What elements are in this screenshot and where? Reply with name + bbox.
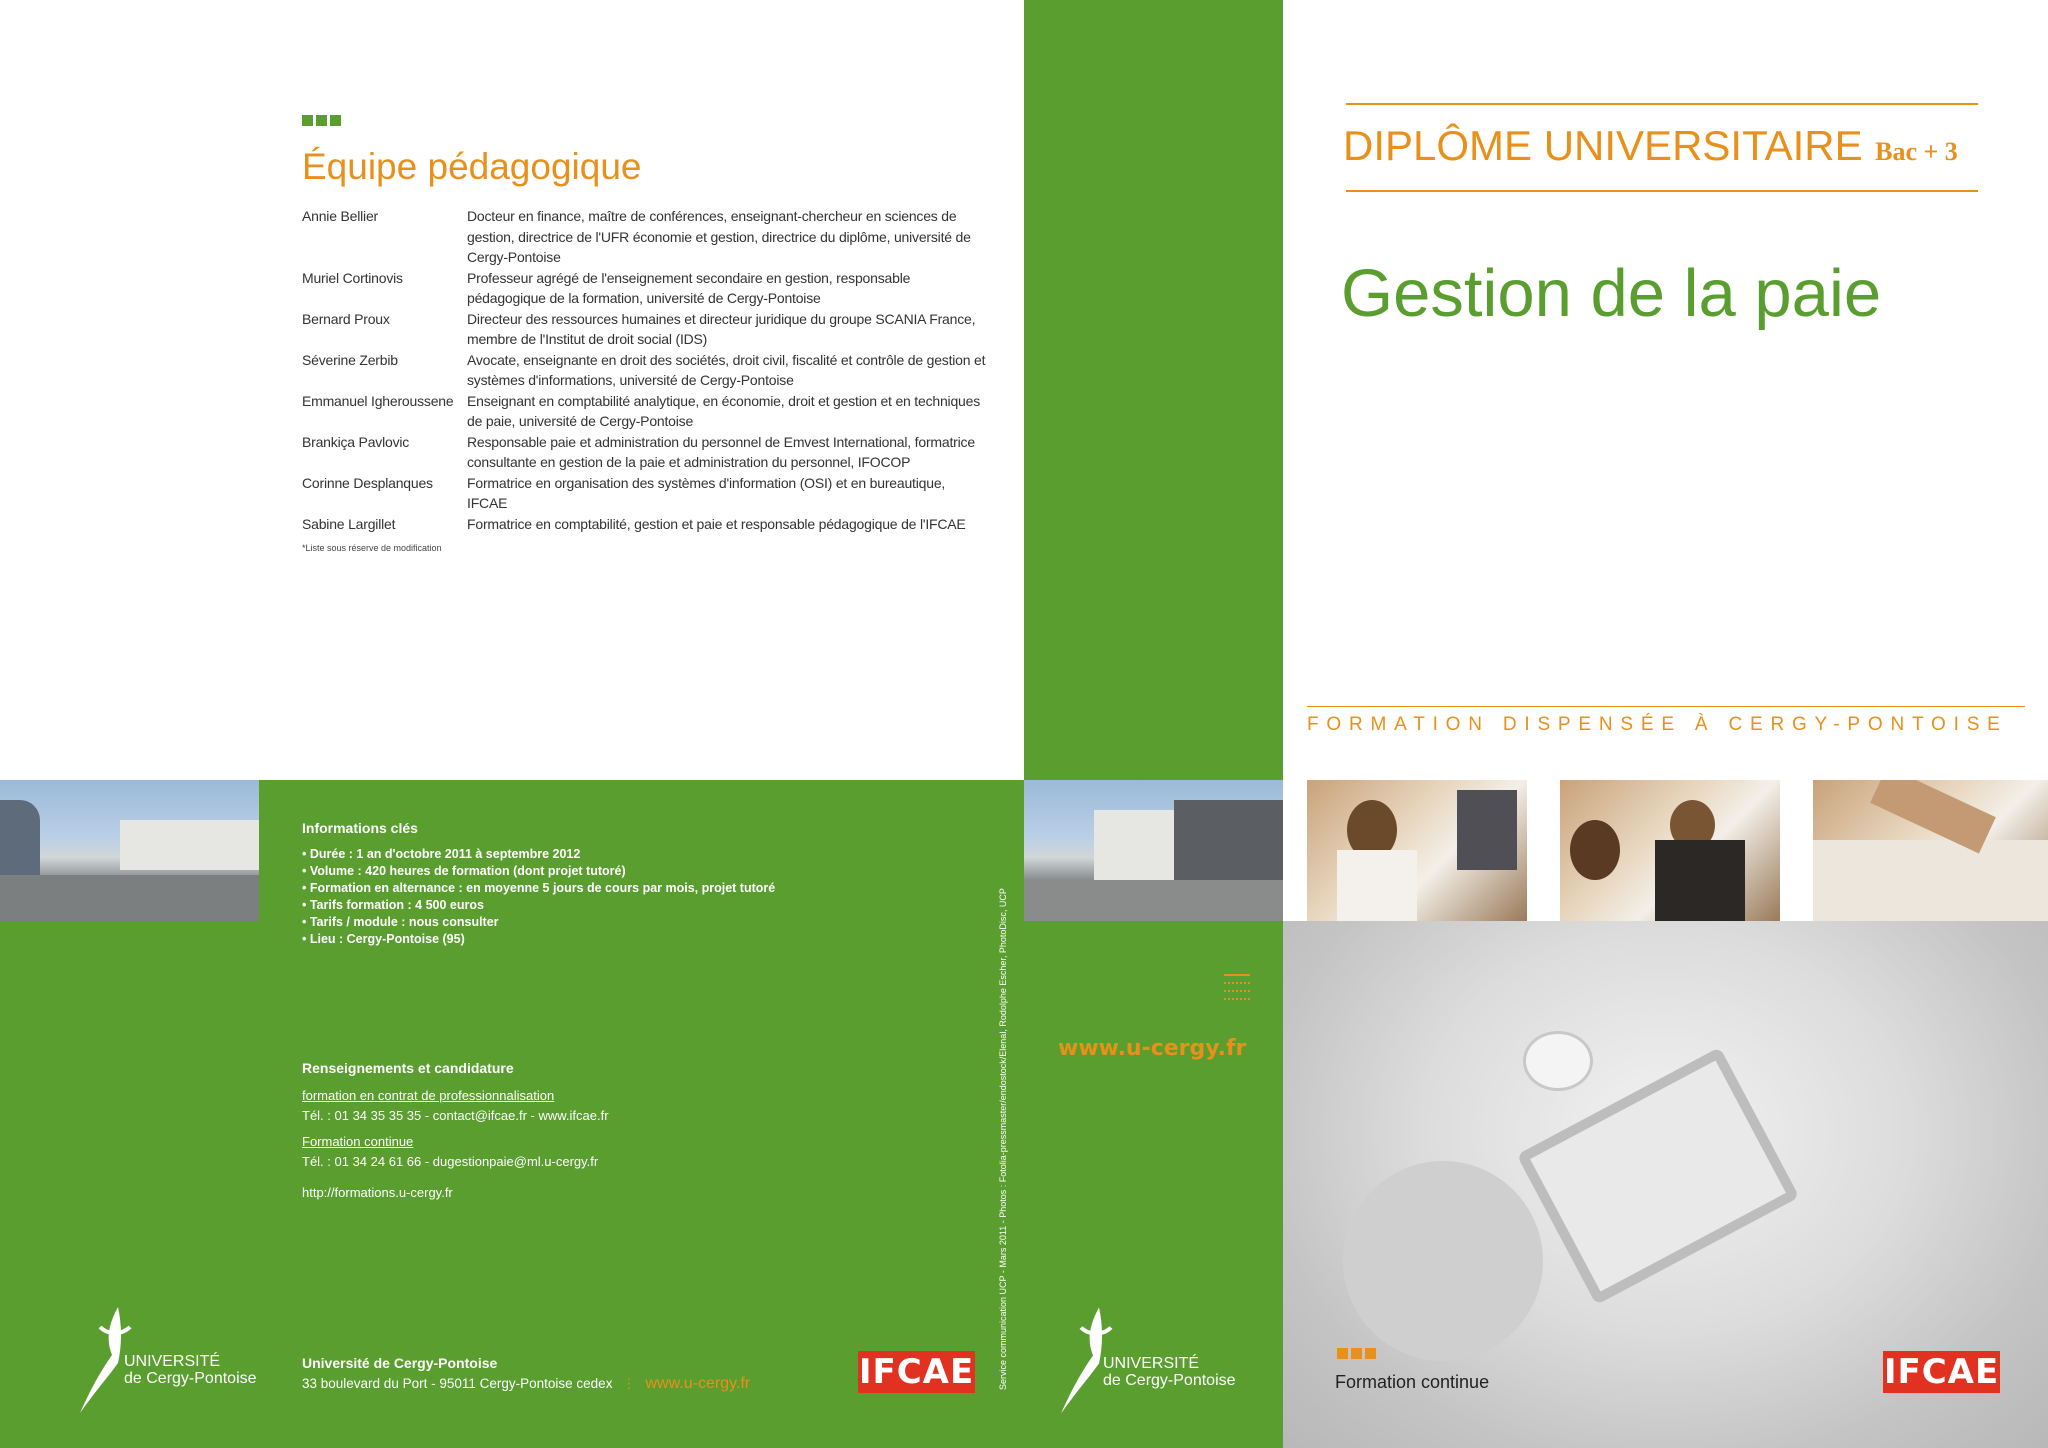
cover-photo-1 xyxy=(1307,780,1527,921)
contact-title: Renseignements et candidature xyxy=(302,1060,514,1076)
ifcae-logo: IFCAE xyxy=(858,1352,975,1392)
info-item: • Volume : 420 heures de formation (dont projet tutoré) xyxy=(302,864,626,878)
cover-top-rule xyxy=(1346,103,1978,105)
spine-web-link[interactable]: www.u-cergy.fr xyxy=(1058,1036,1247,1061)
contact-line-1: Tél. : 01 34 35 35 35 - contact@ifcae.fr - www.ifcae.fr xyxy=(302,1108,609,1123)
info-title: Informations clés xyxy=(302,820,418,836)
info-item: • Tarifs formation : 4 500 euros xyxy=(302,898,484,912)
team-member-name: Annie Bellier xyxy=(302,208,378,224)
team-member-row xyxy=(302,391,1002,432)
team-member-name: Emmanuel Igheroussene xyxy=(302,392,454,409)
team-member-description: Formatrice en comptabilité, gestion et paie et responsable pédagogique de l'IFCAE xyxy=(467,515,966,532)
formation-squares xyxy=(1337,1346,1379,1364)
footer-univ-name: Université de Cergy-Pontoise xyxy=(302,1355,498,1371)
info-item: • Durée : 1 an d'octobre 2011 à septembre 2012 xyxy=(302,847,581,861)
location-rule-top xyxy=(1307,706,2025,707)
footer-dots-icon: ⋮ xyxy=(622,1376,636,1391)
diploma-level: Bac + 3 xyxy=(1875,137,1958,166)
cover-bottom-rule xyxy=(1346,190,1978,192)
team-member-name: Séverine Zerbib xyxy=(302,351,398,368)
team-member-description: Formatrice en organisation des systèmes d'information (OSI) et en bureautique, IFCAE xyxy=(467,474,946,511)
team-member-row xyxy=(302,514,1002,535)
diploma-heading xyxy=(1343,122,1958,170)
ucp-logo xyxy=(78,1305,268,1415)
footer-web-link[interactable]: www.u-cergy.fr xyxy=(645,1375,751,1392)
info-item: • Tarifs / module : nous consulter xyxy=(302,915,499,929)
ucp-logo-line1: UNIVERSITÉ xyxy=(124,1353,221,1370)
team-member-description: Directeur des ressources humaines et directeur juridique du groupe SCANIA France, membre de l'Institut de droit social (IDS) xyxy=(467,310,976,347)
footer-address: 33 boulevard du Port - 95011 Cergy-Pontoise cedex xyxy=(302,1376,613,1391)
cover-title: Gestion de la paie xyxy=(1341,256,1882,331)
section-squares xyxy=(302,113,344,131)
contact-line-2: Tél. : 01 34 24 61 66 - dugestionpaie@ml.u-cergy.fr xyxy=(302,1154,599,1169)
team-title: Équipe pédagogique xyxy=(302,146,642,187)
team-member-description: Professeur agrégé de l'enseignement secondaire en gestion, responsable pédagogique de la formation, université de Cergy-Pontoise xyxy=(467,269,911,306)
credits-text: Service communication UCP - Mars 2011 - Photos : Fotolia-pressmaster/endostock/Elenal, Rodolphe Escher, PhotoDisc, UCP xyxy=(998,888,1008,1390)
contract-link[interactable]: formation en contrat de professionnalisation xyxy=(302,1088,555,1103)
team-note: *Liste sous réserve de modification xyxy=(302,543,442,553)
continuing-education-link[interactable]: Formation continue xyxy=(302,1134,414,1149)
team-member-row xyxy=(302,473,1002,514)
cover-photo-2 xyxy=(1560,780,1780,921)
diploma-label: DIPLÔME UNIVERSITAIRE xyxy=(1343,122,1863,169)
cover-ifcae-logo: IFCAE xyxy=(1883,1352,2000,1392)
team-member-name: Muriel Cortinovis xyxy=(302,269,403,286)
spine-dots-icon xyxy=(1224,974,1250,1000)
team-member-name: Corinne Desplanques xyxy=(302,474,433,491)
location-banner: FORMATION DISPENSÉE À CERGY-PONTOISE xyxy=(1307,714,2008,735)
team-member-row xyxy=(302,309,1002,350)
info-item: • Lieu : Cergy-Pontoise (95) xyxy=(302,932,465,946)
formations-url-link[interactable]: http://formations.u-cergy.fr xyxy=(302,1185,453,1200)
cover-photo-3 xyxy=(1813,780,2048,921)
spine-ucp-line1: UNIVERSITÉ xyxy=(1103,1355,1200,1372)
formation-label: Formation continue xyxy=(1335,1372,1490,1392)
team-member-row xyxy=(302,268,1002,309)
campus-photo xyxy=(0,780,259,921)
team-member-description: Responsable paie et administration du personnel de Emvest International, formatrice consultante en gestion de la paie et administration du personnel, IFOCOP xyxy=(467,433,975,470)
team-member-row xyxy=(302,432,1002,473)
team-member-name: Bernard Proux xyxy=(302,310,390,327)
team-member-row xyxy=(302,206,1002,268)
info-list xyxy=(302,846,862,948)
team-member-row xyxy=(302,350,1002,391)
info-item: • Formation en alternance : en moyenne 5 jours de cours par mois, projet tutoré xyxy=(302,881,776,895)
footer-address-line xyxy=(302,1375,750,1392)
team-member-description: Enseignant en comptabilité analytique, en économie, droit et gestion et en techniques de paie, université de Cergy-Pontoise xyxy=(467,392,981,429)
spine-panel xyxy=(1024,0,1283,1448)
spine-campus-photo xyxy=(1024,780,1283,921)
team-member-description: Docteur en finance, maître de conférences, enseignant-chercheur en sciences de gestion, directrice de l'UFR économie et gestion, directrice du diplôme, université de Cergy-Pontoise xyxy=(467,208,971,265)
spine-ucp-logo xyxy=(1059,1303,1249,1418)
cover-page xyxy=(1283,0,2048,1448)
team-member-name: Brankiça Pavlovic xyxy=(302,433,410,450)
team-member-name: Sabine Largillet xyxy=(302,515,396,532)
team-member-description: Avocate, enseignante en droit des sociétés, droit civil, fiscalité et contrôle de gestion et systèmes d'informations, université de Cergy-Pontoise xyxy=(467,351,986,388)
spine-ucp-line2: de Cergy-Pontoise xyxy=(1103,1372,1236,1389)
ucp-logo-line2: de Cergy-Pontoise xyxy=(124,1370,257,1387)
team-list xyxy=(302,206,1002,534)
